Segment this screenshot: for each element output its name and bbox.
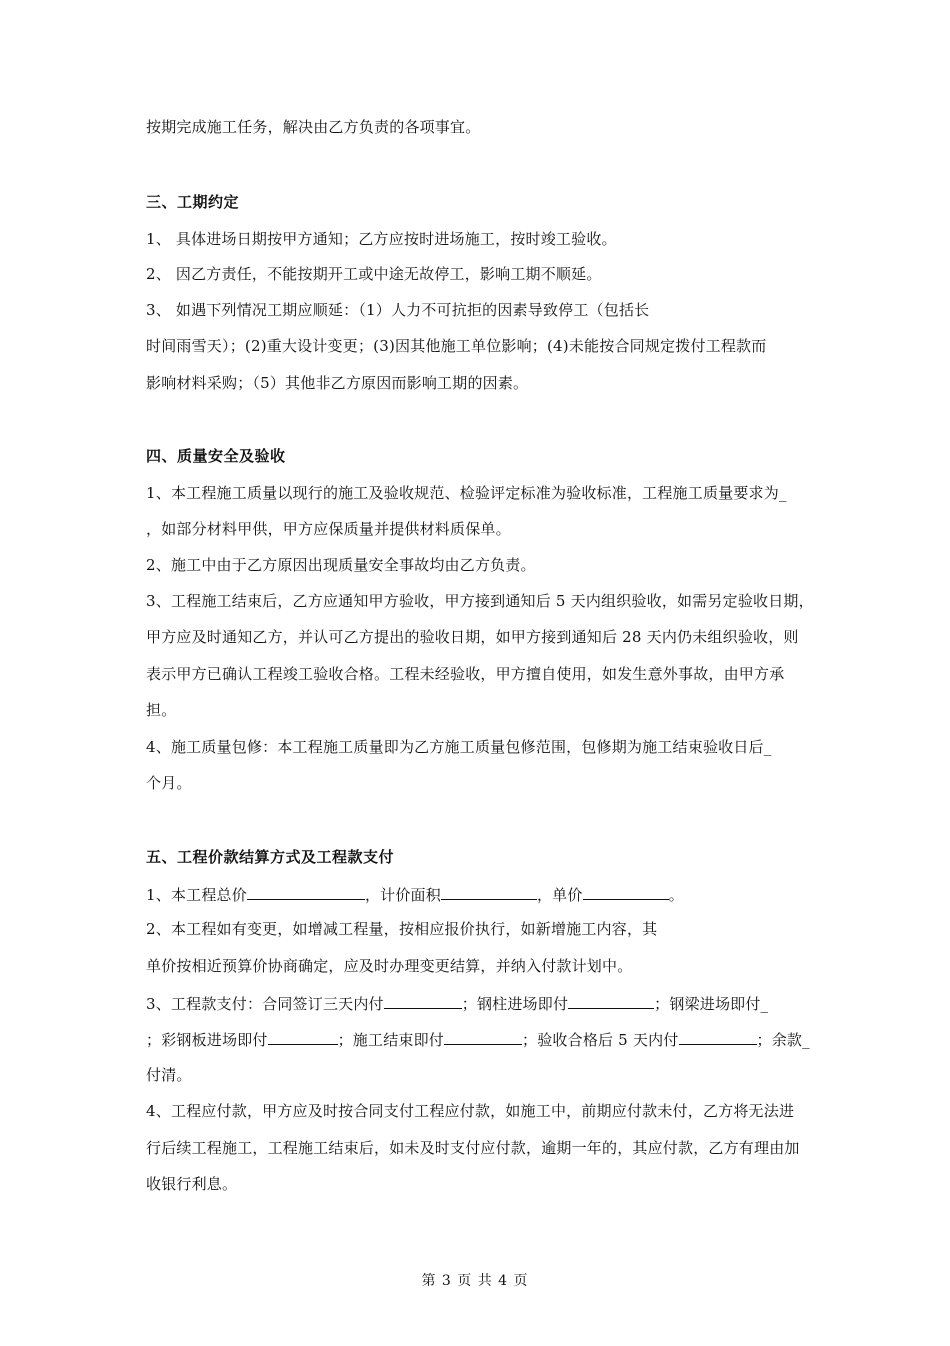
payment-column-blank — [568, 992, 654, 1009]
payment-contract-label: 3、工程款支付：合同签订三天内付 — [146, 995, 384, 1013]
section4-item3-line3: 表示甲方已确认工程竣工验收合格。工程未经验收，甲方擅自使用，如发生意外事故，由甲方承 — [146, 665, 785, 683]
section5-heading: 五、工程价款结算方式及工程款支付 — [146, 848, 395, 866]
payment-accept-label: ；验收合格后 5 天内付 — [522, 1031, 679, 1049]
section5-item2-line1: 2、本工程如有变更，如增减工程量，按相应报价执行，如新增施工内容，其 — [146, 920, 658, 938]
section5-item2-line2: 单价按相近预算价协商确定，应及时办理变更结算，并纳入付款计划中。 — [146, 957, 633, 975]
section3-item3-line3: 影响材料采购；（5）其他非乙方原因而影响工期的因素。 — [146, 374, 529, 392]
section5-item3-line2 — [146, 1028, 810, 1050]
section4-heading: 四、质量安全及验收 — [146, 447, 286, 465]
payment-finish-blank — [444, 1028, 522, 1045]
section5-item1-total-label: 1、本工程总价 — [146, 886, 247, 904]
section5-item4-line1: 4、工程应付款，甲方应及时按合同支付工程应付款，如施工中，前期应付款未付，乙方将无法进 — [146, 1102, 795, 1120]
section4-item1-line1: 1、本工程施工质量以现行的施工及验收规范、检验评定标准为验收标准，工程施工质量要求为_ — [146, 484, 787, 502]
payment-contract-blank — [384, 992, 462, 1009]
section5-item1-end: 。 — [668, 886, 684, 904]
section4-item4-line2: 个月。 — [146, 774, 192, 792]
section4-item2: 2、施工中由于乙方原因出现质量安全事故均由乙方负责。 — [146, 556, 536, 574]
payment-accept-blank — [679, 1028, 757, 1045]
payment-panel-label: ；彩钢板进场即付 — [146, 1031, 268, 1049]
section3-item3-line2: 时间雨雪天）；(2)重大设计变更；(3)因其他施工单位影响；(4)未能按合同规定拨付工程款而 — [146, 337, 767, 355]
section5-item4-line2: 行后续工程施工，工程施工结束后，如未及时支付应付款，逾期一年的，其应付款，乙方有理由加 — [146, 1139, 800, 1157]
intro-line: 按期完成施工任务，解决由乙方负责的各项事宜。 — [146, 118, 481, 136]
section3-item2: 2、 因乙方责任，不能按期开工或中途无故停工，影响工期不顺延。 — [146, 265, 602, 283]
section4-item3-line1: 3、工程施工结束后，乙方应通知甲方验收，甲方接到通知后 5 天内组织验收，如需另定验收日期， — [146, 592, 814, 610]
payment-rest-label: ；余款_ — [756, 1031, 810, 1049]
payment-panel-blank — [268, 1028, 338, 1045]
section5-item3-line1 — [146, 992, 768, 1014]
section5-item1 — [146, 883, 684, 905]
section4-item3-line2: 甲方应及时通知乙方，并认可乙方提出的验收日期，如甲方接到通知后 28 天内仍未组织验收，则 — [146, 628, 799, 646]
section5-item1-unit-label: ，单价 — [536, 886, 583, 904]
section3-item1: 1、 具体进场日期按甲方通知；乙方应按时进场施工，按时竣工验收。 — [146, 230, 617, 248]
section5-item3-line3: 付清。 — [146, 1066, 192, 1084]
section4-item4-line1: 4、施工质量包修：本工程施工质量即为乙方施工质量包修范围，包修期为施工结束验收日后_ — [146, 738, 772, 756]
payment-beam-label: ；钢梁进场即付_ — [654, 995, 769, 1013]
area-blank — [441, 883, 537, 900]
section4-item1-line2: ，如部分材料甲供，甲方应保质量并提供材料质保单。 — [146, 520, 511, 538]
section4-item3-line4: 担。 — [146, 701, 177, 719]
payment-finish-label: ；施工结束即付 — [337, 1031, 445, 1049]
section5-item4-line3: 收银行利息。 — [146, 1175, 238, 1193]
page-number-footer: 第 3 页 共 4 页 — [421, 1273, 529, 1289]
section3-heading: 三、工期约定 — [146, 193, 240, 211]
section3-item3-line1: 3、 如遇下列情况工期应顺延：（1）人力不可抗拒的因素导致停工（包括长 — [146, 301, 650, 319]
section5-item1-area-label: ，计价面积 — [364, 886, 441, 904]
total-price-blank — [247, 883, 365, 900]
unit-price-blank — [583, 883, 669, 900]
payment-column-label: ；钢柱进场即付 — [461, 995, 569, 1013]
